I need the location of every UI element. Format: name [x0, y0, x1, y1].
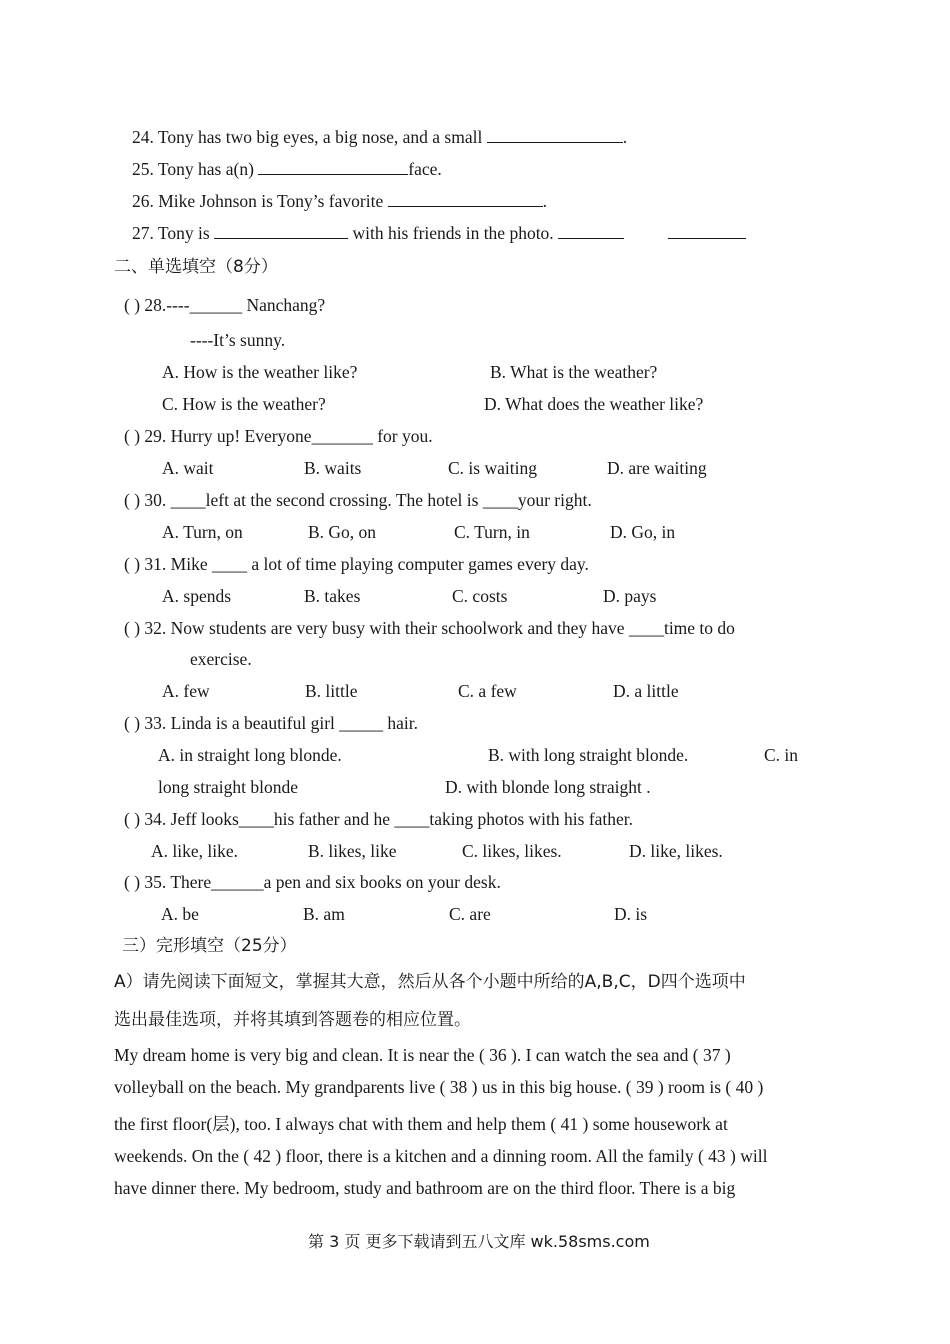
q34-option-c[interactable]: C. likes, likes.: [462, 841, 562, 861]
q33-option-c[interactable]: C. in: [764, 745, 799, 765]
q32-option-a[interactable]: A. few: [162, 681, 210, 701]
q31-option-b[interactable]: B. takes: [304, 586, 361, 606]
q34-option-d[interactable]: D. like, likes.: [629, 841, 723, 861]
q30-option-c[interactable]: C. Turn, in: [454, 522, 530, 542]
q35-option-c[interactable]: C. are: [449, 904, 491, 924]
q35-option-b[interactable]: B. am: [303, 904, 345, 924]
passage-line-3: the first floor(层), too. I always chat with them and help them ( 41 ) some housework at: [114, 1114, 728, 1134]
passage-line-5: have dinner there. My bedroom, study and bathroom are on the third floor. There is a big: [114, 1178, 736, 1198]
question-32-stem: ( ) 32. Now students are very busy with their schoolwork and they have ____time to do: [124, 618, 735, 638]
q31-option-a[interactable]: A. spends: [162, 586, 232, 606]
passage-line-4: weekends. On the ( 42 ) floor, there is a kitchen and a dinning room. All the family ( 43 ) will: [114, 1146, 768, 1166]
q28-option-b[interactable]: B. What is the weather?: [490, 362, 658, 382]
question-24-text: 24. Tony has two big eyes, a big nose, and a small: [132, 127, 487, 147]
q29-option-a[interactable]: A. wait: [162, 458, 214, 478]
question-28-reply: ----It’s sunny.: [190, 330, 286, 350]
question-30-stem: ( ) 30. ____left at the second crossing. The hotel is ____your right.: [124, 490, 592, 510]
section-3-title: 三）完形填空（25分）: [122, 936, 297, 956]
q34-option-a[interactable]: A. like, like.: [151, 841, 238, 861]
question-27: [132, 221, 746, 244]
question-25: [132, 157, 442, 180]
q29-option-b[interactable]: B. waits: [304, 458, 362, 478]
instruction-line-1: A）请先阅读下面短文，掌握其大意，然后从各个小题中所给的A,B,C，D四个选项中: [114, 972, 746, 992]
question-27-middle: with his friends in the photo.: [348, 223, 559, 243]
q33-option-b[interactable]: B. with long straight blonde.: [488, 745, 689, 765]
answer-blank-26[interactable]: [388, 189, 543, 207]
q29-option-c[interactable]: C. is waiting: [448, 458, 537, 478]
instruction-line-2: 选出最佳选项，并将其填到答题卷的相应位置。: [114, 1010, 471, 1030]
question-25-end: face.: [408, 159, 442, 179]
q28-option-c[interactable]: C. How is the weather?: [162, 394, 326, 414]
q32-option-d[interactable]: D. a little: [613, 681, 679, 701]
passage-line-1: My dream home is very big and clean. It is near the ( 36 ). I can watch the sea and ( 37 ): [114, 1045, 731, 1065]
q30-option-a[interactable]: A. Turn, on: [162, 522, 243, 542]
question-31-stem: ( ) 31. Mike ____ a lot of time playing computer games every day.: [124, 554, 589, 574]
q33-option-c-cont[interactable]: long straight blonde: [158, 777, 298, 797]
q32-option-c[interactable]: C. a few: [458, 681, 517, 701]
q28-option-a[interactable]: A. How is the weather like?: [162, 362, 358, 382]
q31-option-d[interactable]: D. pays: [603, 586, 657, 606]
question-25-text: 25. Tony has a(n): [132, 159, 259, 179]
q28-option-d[interactable]: D. What does the weather like?: [484, 394, 704, 414]
question-34-stem: ( ) 34. Jeff looks____his father and he ____taking photos with his father.: [124, 809, 634, 829]
q35-option-a[interactable]: A. be: [161, 904, 199, 924]
question-26: [132, 189, 547, 212]
q35-option-d[interactable]: D. is: [614, 904, 648, 924]
question-35-stem: ( ) 35. There______a pen and six books on your desk.: [124, 872, 501, 892]
question-26-text: 26. Mike Johnson is Tony’s favorite: [132, 191, 388, 211]
question-27-text: 27. Tony is: [132, 223, 215, 243]
q31-option-c[interactable]: C. costs: [452, 586, 508, 606]
question-28-stem: ( ) 28.----______ Nanchang?: [124, 295, 326, 315]
q30-option-b[interactable]: B. Go, on: [308, 522, 377, 542]
question-24-end: .: [622, 127, 628, 147]
answer-blank-27a[interactable]: [214, 221, 348, 239]
question-24: [132, 125, 627, 148]
q30-option-d[interactable]: D. Go, in: [610, 522, 676, 542]
question-26-end: .: [542, 191, 547, 211]
answer-blank-27c[interactable]: [668, 221, 746, 239]
q33-option-d[interactable]: D. with blonde long straight .: [445, 777, 651, 797]
q33-option-a[interactable]: A. in straight long blonde.: [158, 745, 342, 765]
question-29-stem: ( ) 29. Hurry up! Everyone_______ for you.: [124, 426, 433, 446]
q32-option-b[interactable]: B. little: [305, 681, 358, 701]
passage-line-2: volleyball on the beach. My grandparents live ( 38 ) us in this big house. ( 39 ) room is ( 40 ): [114, 1077, 764, 1097]
q34-option-b[interactable]: B. likes, like: [308, 841, 397, 861]
section-2-title: 二、单选填空（8分）: [114, 257, 278, 277]
q29-option-d[interactable]: D. are waiting: [607, 458, 707, 478]
answer-blank-25[interactable]: [258, 157, 408, 175]
answer-blank-24[interactable]: [487, 125, 623, 143]
question-32-stem-cont: exercise.: [190, 649, 252, 669]
page-footer: 第 3 页 更多下载请到五八文库 wk.58sms.com: [308, 1232, 650, 1251]
answer-blank-27b[interactable]: [558, 221, 624, 239]
question-33-stem: ( ) 33. Linda is a beautiful girl _____ hair.: [124, 713, 419, 733]
